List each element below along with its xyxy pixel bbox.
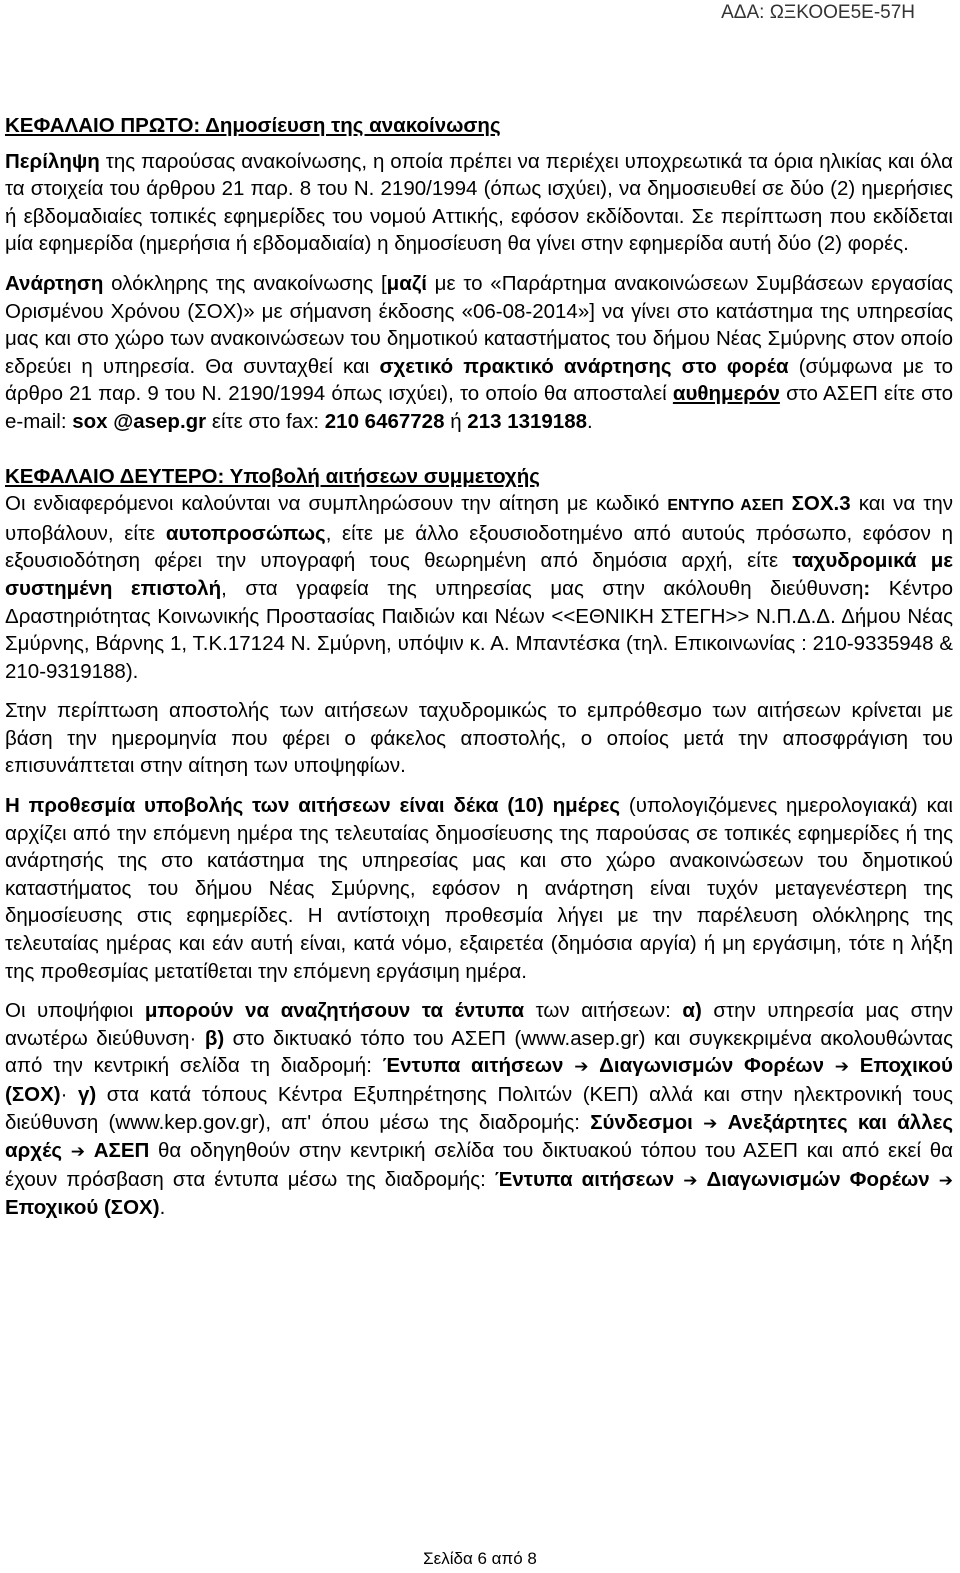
text-bold: Έντυπα αιτήσεων xyxy=(494,1167,675,1191)
arrow-right-icon: ➔ xyxy=(683,1170,698,1190)
text-bold: α) xyxy=(682,999,702,1023)
email-address: sox @asep.gr xyxy=(72,409,207,433)
text: στο ΑΣΕΠ είτε στο e-mail: xyxy=(5,382,953,433)
text: είτε στο fax: xyxy=(206,409,325,433)
text: στο δικτυακό τόπο του ΑΣΕΠ (www.asep.gr) και συγκεκριμένα ακολουθώντας από την κεντρική σελίδα τη διαδρομή: xyxy=(5,1026,953,1078)
text: , είτε με άλλο εξουσιοδοτημένο από αυτούς πρόσωπο, εφόσον η εξουσιοδότηση φέρει την υπογραφή τους θεωρημένη από δημόσια αρχή, είτε xyxy=(5,521,953,573)
text-bold: ΑΣΕΠ xyxy=(93,1139,150,1163)
text-bold-underline: αυθημερόν xyxy=(672,382,780,406)
fax-number: 210 6467728 xyxy=(324,409,445,433)
text: της παρούσας ανακοίνωσης, η οποία πρέπει να περιέχει υποχρεωτικά τα όρια ηλικίας και όλα τα στοιχεία του άρθρου 21 παρ. 8 του Ν. 2190/1994 (όπως ισχύει), να δημοσιευθεί σε δύο (2) ημερήσιες ή εβδομαδιαίες τοπικές εφημερίδες του νομού Αττικής, εφόσον εκδίδονται. Σε περίπτωση που εκδίδεται μία εφημερίδα (ημερήσια ή εβδομαδιαία) η δημοσίευση θα γίνει στην εφημερίδα αυτή δύο (2) φορές. xyxy=(5,149,953,256)
text-bold: β) xyxy=(204,1026,225,1050)
arrow-right-icon: ➔ xyxy=(703,1113,718,1133)
text: (υπολογιζόμενες ημερολογιακά) και αρχίζει από την επόμενη ημέρα της τελευταίας δημοσίευσης της παρούσας σε τοπικές εφημερίδες ή της ανάρτησής της στο κατάστημα της υπηρεσίας μας και στο χώρο ανακοινώσεων του δημοτικού καταστήματος του δήμου Νέας Σμύρνης, εφόσον η ανάρτηση είναι τυχόν μεταγενέστερη της δημοσίευσης στις εφημερίδες. Η αντίστοιχη προθεσμία λήγει με την παρέλευση ολόκληρης της τελευταίας ημέρας και εάν αυτή είναι, κατά νόμο, εξαιρετέα (δημόσια αργία) ή μη εργάσιμη, τότε η λήξη της προθεσμίας μετατίθεται την επόμενη εργάσιμη ημέρα. xyxy=(5,794,953,983)
text-bold: Σύνδεσμοι xyxy=(590,1110,693,1134)
chapter2-paragraph3 xyxy=(5,792,953,985)
text-bold: γ) xyxy=(77,1083,97,1106)
arrow-right-icon: ➔ xyxy=(834,1057,849,1077)
document-body xyxy=(5,112,953,1222)
text: · xyxy=(60,1083,78,1106)
text-bold: Εποχικού (ΣΟΧ) xyxy=(5,1054,953,1106)
text: των αιτήσεων: xyxy=(524,999,683,1023)
ada-code: ΑΔΑ: ΩΞΚΟΟΕ5Ε-57Η xyxy=(721,2,915,23)
text: ολόκληρης της ανακοίνωσης [ xyxy=(103,271,387,295)
text-bold: : xyxy=(863,576,871,600)
text: Οι υποψήφιοι xyxy=(5,999,145,1023)
arrow-right-icon: ➔ xyxy=(938,1170,953,1190)
text-bold: Εποχικού (ΣΟΧ) xyxy=(5,1196,160,1220)
text-bold: αυτοπροσώπως xyxy=(165,521,326,545)
text-bold: Διαγωνισμών Φορέων xyxy=(706,1167,930,1191)
text-bold: Ανάρτηση xyxy=(5,271,104,295)
text: Οι ενδιαφερόμενοι καλούνται να συμπληρώσουν την αίτηση με κωδικό xyxy=(5,492,668,516)
text: ή xyxy=(444,409,468,433)
chapter1-title: ΚΕΦΑΛΑΙΟ ΠΡΩΤΟ: Δημοσίευση της ανακοίνωσης xyxy=(5,114,501,137)
text-bold: σχετικό πρακτικό ανάρτησης στο φορέα xyxy=(379,354,789,378)
form-code: ΕΝΤΥΠΟ ΑΣΕΠ xyxy=(667,497,784,515)
page-number: Σελίδα 6 από 8 xyxy=(423,1549,537,1568)
arrow-right-icon: ➔ xyxy=(574,1057,589,1077)
text: στην υπηρεσία μας στην ανωτέρω διεύθυνση· xyxy=(5,999,953,1050)
text-bold: Περίληψη xyxy=(5,149,100,173)
text-bold: Έντυπα αιτήσεων xyxy=(382,1054,564,1078)
text: με το «Παράρτημα ανακοινώσεων Συμβάσεων εργασίας Ορισμένου Χρόνου (ΣΟΧ)» με σήμανση έκδοσης «06-08-2014»] να γίνει στο κατάστημα της υπηρεσίας μας και στο χώρο των ανακοινώσεων του δημοτικού καταστήματος του δήμου Νέας Σμύρνης στον οποίο εδρεύει η υπηρεσία. Θα συνταχθεί και xyxy=(5,271,954,378)
form-code: ΣΟΧ.3 xyxy=(783,492,851,516)
chapter1-paragraph1 xyxy=(5,148,953,258)
text: (σύμφωνα με το άρθρο 21 παρ. 9 του Ν. 2190/1994 όπως ισχύει), το οποίο θα αποσταλεί xyxy=(5,354,953,406)
chapter2-paragraph1 xyxy=(5,490,953,685)
text: . xyxy=(587,409,593,433)
chapter2-title: ΚΕΦΑΛΑΙΟ ΔΕΥΤΕΡΟ: Υποβολή αιτήσεων συμμετοχής xyxy=(5,464,540,488)
text: , στα γραφεία της υπηρεσίας μας στην ακόλουθη διεύθυνση xyxy=(221,576,864,600)
text: στα κατά τόπους Κέντρα Εξυπηρέτησης Πολιτών (ΚΕΠ) αλλά και στην ηλεκτρονική τους διεύθυνση (www.kep.gov.gr), απ' όπου μέσω της διαδρομής: xyxy=(5,1083,953,1134)
chapter1-paragraph2 xyxy=(5,270,953,436)
chapter2-paragraph4 xyxy=(5,997,953,1222)
text: . xyxy=(159,1196,166,1220)
text-bold: Ανεξάρτητες και άλλες αρχές xyxy=(5,1110,953,1163)
text-bold: Η προθεσμία υποβολής των αιτήσεων είναι δέκα (10) ημέρες xyxy=(5,794,621,818)
text: Κέντρο Δραστηριότητας Κοινωνικής Προστασίας Παιδιών και Νέων <<ΕΘΝΙΚΗ ΣΤΕΓΗ>> Ν.Π.Δ.Δ. Δήμου Νέας Σμύρνης, Βάρνης 1, Τ.Κ.17124 Ν. Σμύρνη, υπόψιν κ. Α. Μπαντέσκα (τηλ. Επικοινωνίας : 210-9335948 & 210-9319188). xyxy=(5,576,954,683)
chapter2-paragraph2: Στην περίπτωση αποστολής των αιτήσεων ταχυδρομικώς το εμπρόθεσμο των αιτήσεων κρίνεται με βάση την ημερομηνία που φέρει ο φάκελος αποστολής, ο οποίος μετά την αποσφράγιση του επισυνάπτεται στην αίτηση των υποψηφίων. xyxy=(5,699,953,778)
text-bold: Διαγωνισμών Φορέων xyxy=(599,1054,825,1078)
text: και να την υποβάλουν, είτε xyxy=(5,492,954,545)
text-bold: μαζί xyxy=(386,271,427,295)
arrow-right-icon: ➔ xyxy=(70,1142,85,1162)
fax-number: 213 1319188 xyxy=(467,409,588,433)
text-bold: μπορούν να αναζητήσουν τα έντυπα xyxy=(144,999,525,1023)
text-bold: ταχυδρομικά με συστημένη επιστολή xyxy=(5,549,954,600)
text: θα οδηγηθούν στην κεντρική σελίδα του δικτυακού τόπου του ΑΣΕΠ και από εκεί θα έχουν πρόσβαση στα έντυπα μέσω της διαδρομής: xyxy=(5,1139,953,1191)
